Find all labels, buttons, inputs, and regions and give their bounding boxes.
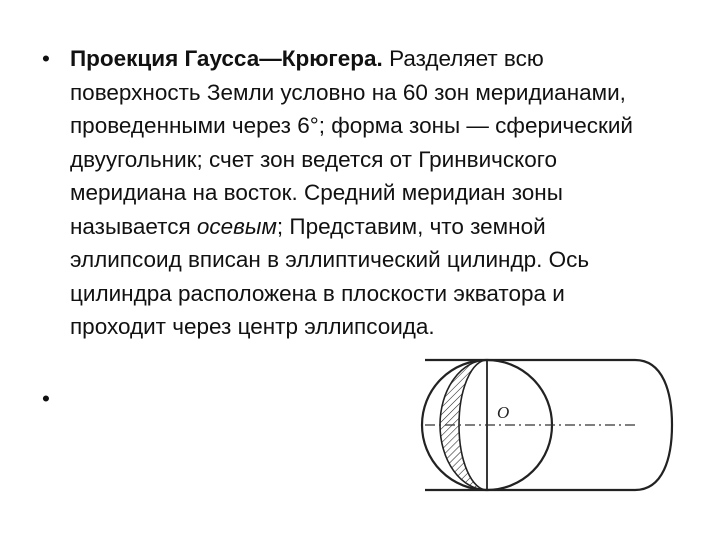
paragraph-text-part-1: Разделяет всю поверхность Земли условно на 60 зон меридианами, проведенными через 6°; форма зоны — сферический двуугольник; счет зон ведется от Гринвичского меридиана на восток. Средний меридиан зоны называется <box>70 46 634 239</box>
empty-bullet-item <box>42 382 50 416</box>
bullet-item <box>42 42 662 344</box>
center-label: O <box>497 403 510 422</box>
term-heading: Проекция Гаусса—Крюгера. <box>70 46 383 71</box>
paragraph-text-part-2: ; Представим, что земной эллипсоид вписан в эллиптический цилиндр. Ось цилиндра расположена в плоскости экватора и проходит через центр эллипсоида. <box>70 213 590 339</box>
cylinder-ellipsoid-figure <box>392 350 692 510</box>
bullet-paragraph <box>70 42 662 344</box>
bullet-dot: • <box>42 46 50 71</box>
bullet-dot: • <box>42 386 50 411</box>
emphasis-word: осевым <box>196 213 277 239</box>
